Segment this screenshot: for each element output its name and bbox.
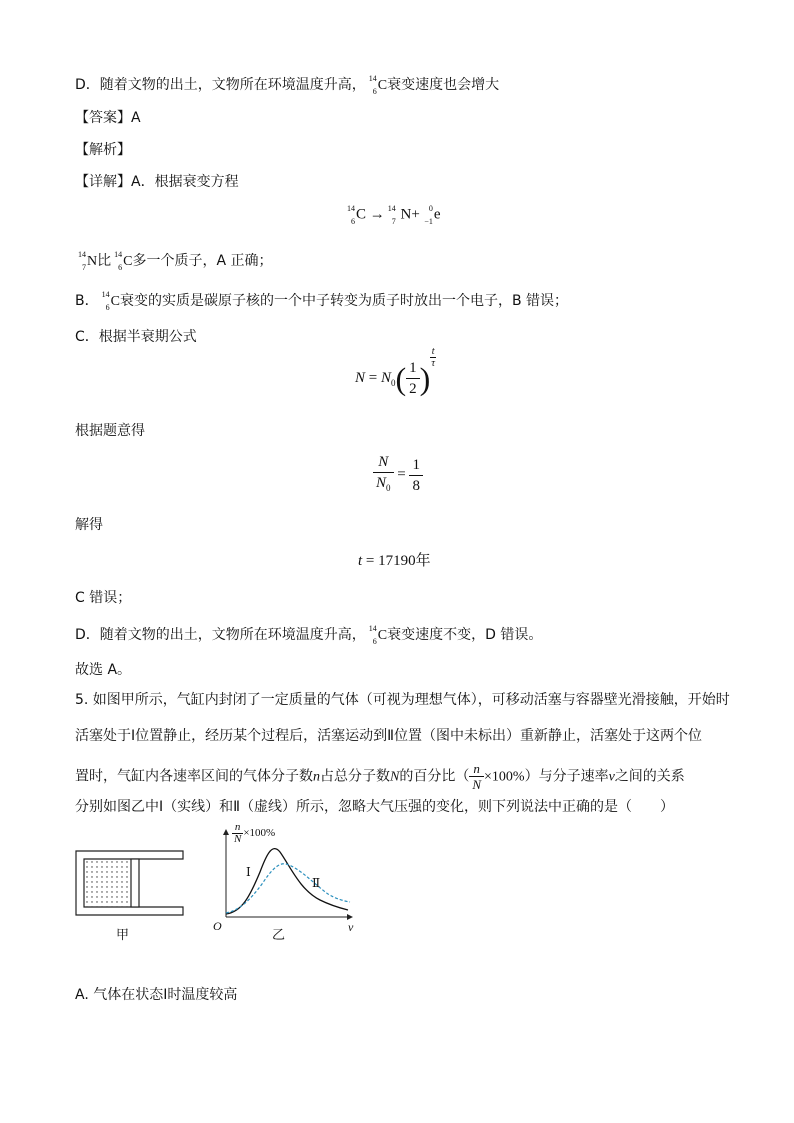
fig-a-caption: 甲	[116, 928, 130, 943]
q5-line-1: 5. 如图甲所示，气缸内封闭了一定质量的气体（可视为理想气体），可移动活塞与容器壁光滑接触，开始时	[75, 692, 730, 708]
gas-region	[84, 859, 131, 907]
answer-label: 【答案】A	[75, 110, 141, 126]
ratio-formula: $\frac{N}{N_0}$ = $\frac{1}{8}$	[373, 452, 423, 498]
fig-b-caption: 乙	[272, 928, 286, 943]
halflife-formula: $N = N_0$( $\frac{1}{2}$ ) $\frac{t}{\tau}$	[355, 346, 435, 397]
origin-label: O	[213, 919, 222, 933]
y-axis-label: $\frac{n}{N}$ ×100%	[234, 821, 276, 845]
q4-option-d: D．随着文物的出土，文物所在环境温度升高， 14 6 C衰变速度也会增大	[75, 74, 500, 96]
line-b: B． 14 6 C衰变的实质是碳原子核的一个中子转变为质子时放出一个电子，B 错误；	[75, 290, 569, 312]
curve-i-label: Ⅰ	[246, 865, 251, 879]
by-problem: 根据题意得	[75, 423, 145, 439]
c-wrong: C 错误；	[75, 590, 132, 606]
detail-intro: 【详解】A．根据衰变方程	[75, 174, 239, 190]
carbon-14-symbol: 14 6	[368, 74, 377, 96]
q5-option-a: A. 气体在状态Ⅰ时温度较高	[75, 987, 238, 1003]
decay-equation: 14 6 C → 14 7 N+ 0 −1 e	[347, 204, 441, 226]
q5-line-3: 置时，气缸内各速率区间的气体分子数n占总分子数N的百分比（ $\frac{n}{N}$ ×100%）与分子速率v之间的关系	[75, 761, 685, 792]
solve-label: 解得	[75, 517, 103, 533]
figure-cylinder	[70, 845, 190, 921]
line-d: D．随着文物的出土，文物所在环境温度升高， 14 6 C衰变速度不变，D 错误。	[75, 624, 543, 646]
x-axis-label: v	[348, 920, 354, 934]
line-c: C．根据半衰期公式	[75, 329, 197, 345]
piston	[131, 859, 139, 907]
t-result: t = 17190年	[358, 553, 431, 569]
analysis-label: 【解析】	[75, 142, 131, 158]
line-a-result: 14 7 N比 14 6 C多一个质子，A 正确；	[78, 250, 273, 272]
curve-ii-dashed	[226, 864, 350, 913]
choose: 故选 A。	[75, 662, 132, 678]
q5-line-2: 活塞处于Ⅰ位置静止，经历某个过程后，活塞运动到Ⅱ位置（图中未标出）重新静止，活塞处于这两个位	[75, 728, 703, 744]
q5-line-4: 分别如图乙中Ⅰ（实线）和Ⅱ（虚线）所示，忽略大气压强的变化，则下列说法中正确的是（ ）	[75, 799, 675, 815]
curve-ii-label: Ⅱ	[312, 876, 321, 890]
